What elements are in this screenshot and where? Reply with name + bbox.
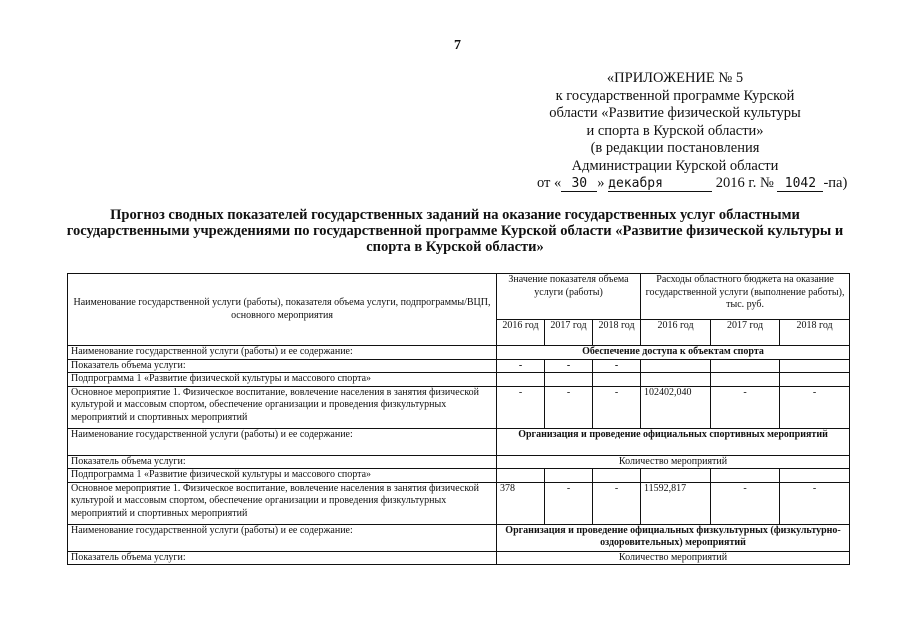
header-year: 2018 год [780, 320, 850, 346]
indicator-name: Количество мероприятий [497, 551, 850, 565]
indicator-value: - [545, 359, 593, 373]
header-expense-group: Расходы областного бюджета на оказание государственной услуги (выполнение работы), тыс. руб. [641, 274, 850, 320]
empty-cell [593, 373, 641, 387]
service-label: Наименование государственной услуги (работы) и ее содержание: [68, 428, 497, 455]
empty-cell [497, 469, 545, 483]
appendix-line-2: к государственной программе Курской [555, 87, 795, 104]
event-value: 11592,817 [641, 482, 711, 524]
main-event: Основное мероприятие 1. Физическое воспитание, вовлечение населения в занятия физической культурой и массовым спортом, обеспечение организации и проведения физкультурных мероприятий и спортивных мероприятий [68, 386, 497, 428]
indicator-name: Количество мероприятий [497, 455, 850, 469]
indicator-label: Показатель объема услуги: [68, 455, 497, 469]
empty-cell [711, 373, 780, 387]
header-year: 2016 год [641, 320, 711, 346]
empty-cell [497, 373, 545, 387]
event-value: - [711, 482, 780, 524]
decree-prefix: от « [537, 175, 562, 191]
event-value: - [780, 386, 850, 428]
header-year: 2016 год [497, 320, 545, 346]
event-value: - [780, 482, 850, 524]
appendix-line-4: и спорта в Курской области» [586, 122, 764, 139]
header-year: 2017 год [545, 320, 593, 346]
appendix-line-1: «ПРИЛОЖЕНИЕ № 5 [606, 70, 744, 86]
header-year: 2017 год [711, 320, 780, 346]
empty-cell [711, 359, 780, 373]
subprogram: Подпрограмма 1 «Развитие физической культуры и массового спорта» [68, 373, 497, 387]
decree-day: 30 [561, 176, 597, 192]
event-value: 102402,040 [641, 386, 711, 428]
subprogram: Подпрограмма 1 «Развитие физической культуры и массового спорта» [68, 469, 497, 483]
empty-cell [545, 373, 593, 387]
decree-line [537, 175, 847, 192]
service-label: Наименование государственной услуги (работы) и ее содержание: [68, 346, 497, 360]
empty-cell [780, 373, 850, 387]
decree-number: 1042 [777, 176, 823, 192]
empty-cell [711, 469, 780, 483]
decree-month: декабря [608, 176, 712, 192]
forecast-table [67, 273, 850, 565]
service-name: Организация и проведение официальных физкультурных (физкультурно-оздоровительных) мероприятий [497, 524, 850, 551]
event-value: - [711, 386, 780, 428]
decree-suffix: -па) [823, 175, 848, 191]
appendix-line-5: (в редакции постановления [590, 140, 760, 156]
indicator-value: - [497, 359, 545, 373]
indicator-value: - [593, 359, 641, 373]
main-event: Основное мероприятие 1. Физическое воспитание, вовлечение населения в занятия физической культурой и массовым спортом, обеспечение организации и проведения физкультурных мероприятий и спортивных мероприятий [68, 482, 497, 524]
service-label: Наименование государственной услуги (работы) и ее содержание: [68, 524, 497, 551]
event-value: - [593, 482, 641, 524]
service-name: Организация и проведение официальных спортивных мероприятий [497, 428, 850, 455]
event-value: - [545, 482, 593, 524]
header-year: 2018 год [593, 320, 641, 346]
empty-cell [545, 469, 593, 483]
appendix-header [510, 70, 840, 175]
document-title: Прогноз сводных показателей государственных заданий на оказание государственных услуг областными государственными учреждениями по государственной программе Курской области «Развитие физической культуры и спорта в Курской области» [66, 207, 844, 255]
empty-cell [780, 359, 850, 373]
service-name: Обеспечение доступа к объектам спорта [497, 346, 850, 360]
header-name-column: Наименование государственной услуги (работы), показателя объема услуги, подпрограммы/ВЦП, основного мероприятия [68, 274, 497, 346]
event-value: - [497, 386, 545, 428]
decree-year: 2016 г. № [715, 175, 774, 191]
page-number: 7 [454, 38, 461, 53]
empty-cell [593, 469, 641, 483]
empty-cell [641, 373, 711, 387]
event-value: - [545, 386, 593, 428]
decree-mid: » [597, 175, 605, 191]
event-value: 378 [497, 482, 545, 524]
empty-cell [641, 359, 711, 373]
indicator-label: Показатель объема услуги: [68, 551, 497, 565]
header-value-group: Значение показателя объема услуги (работы) [497, 274, 641, 320]
empty-cell [641, 469, 711, 483]
appendix-line-3: области «Развитие физической культуры [549, 105, 801, 121]
appendix-line-6: Администрации Курской области [571, 157, 779, 174]
empty-cell [780, 469, 850, 483]
indicator-label: Показатель объема услуги: [68, 359, 497, 373]
event-value: - [593, 386, 641, 428]
